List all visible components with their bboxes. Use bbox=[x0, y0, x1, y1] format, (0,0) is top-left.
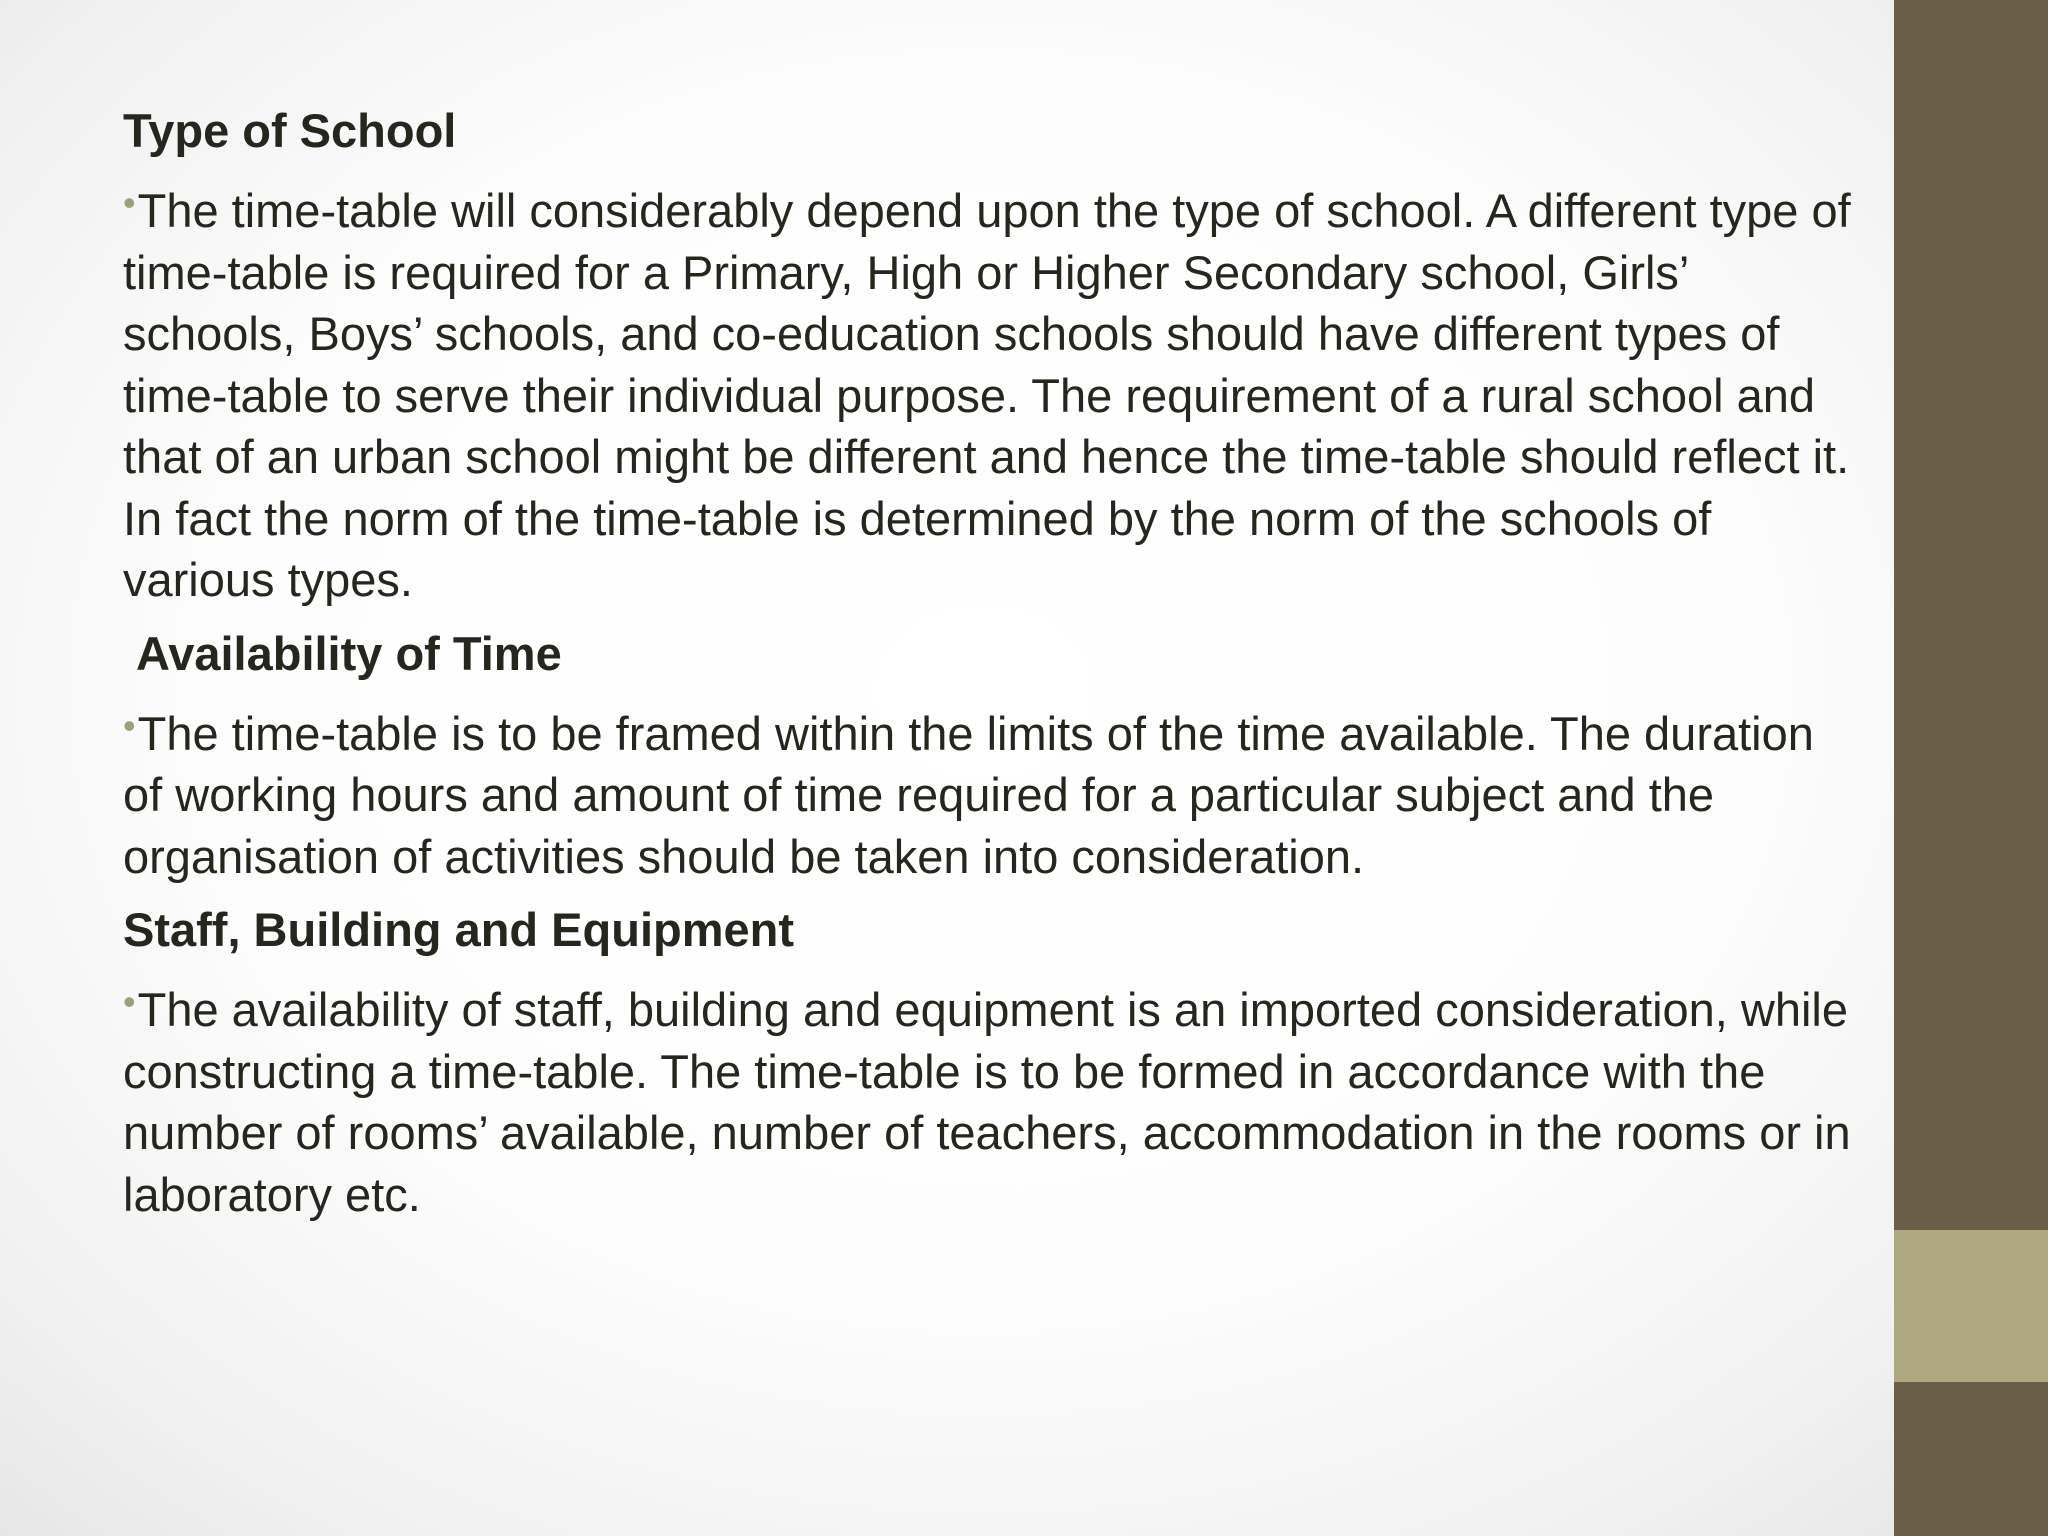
paragraph-availability-of-time bbox=[123, 695, 1863, 888]
paragraph-text: The time-table will considerably depend upon the type of school. A different type of time-table is required for a Primary, High or Higher Secondary school, Girls’ schools, Boys’ schools, and co-education schools should have different types of time-table to serve their individual purpose. The requirement of a rural school and that of an urban school might be different and hence the time-table should reflect it. In fact the norm of the time-table is determined by the norm of the schools of various types. bbox=[123, 184, 1851, 606]
heading-type-of-school: Type of School bbox=[123, 104, 457, 157]
heading-staff-building-equipment: Staff, Building and Equipment bbox=[123, 903, 795, 956]
bullet-icon: • bbox=[123, 704, 136, 746]
paragraph-text: The availability of staff, building and equipment is an imported consideration, while constructing a time-table. The time-table is to be formed in accordance with the number of rooms’ available, number of teachers, accommodation in the rooms or in laboratory etc. bbox=[123, 983, 1851, 1221]
paragraph-text: The time-table is to be framed within the limits of the time available. The duration of working hours and amount of time required for a particular subject and the organisation of activities should be taken into consideration. bbox=[123, 706, 1814, 883]
bullet-icon: • bbox=[123, 981, 136, 1022]
sidebar-accent-block bbox=[1894, 1230, 2048, 1382]
paragraph-type-of-school bbox=[123, 172, 1863, 611]
heading-availability-of-time: Availability of Time bbox=[136, 626, 562, 680]
slide-content bbox=[123, 100, 1863, 1237]
bullet-icon: • bbox=[123, 182, 136, 223]
paragraph-staff-building-equipment bbox=[123, 971, 1863, 1225]
